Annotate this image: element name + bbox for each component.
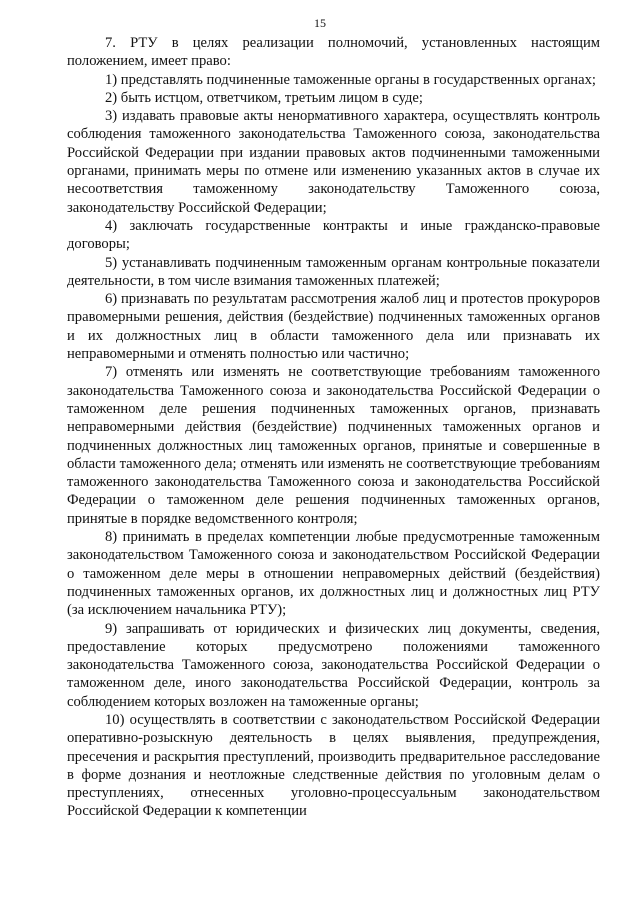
paragraph-item-7: 7) отменять или изменять не соответствующие требованиям таможенного законодательства Таможенного союза и законодательства Российской Федерации о таможенном деле решения подчиненных таможенных органов, признавать неправомерными действия (бездействие) подчиненных таможенных органов и подчиненных должностных лиц таможенных органов, принятые и совершенные в области таможенного дела; отменять или изменять не соответствующие требованиям таможенного законодательства Таможенного союза и законодательства Российской Федерации о таможенном деле решения подчиненных таможенных органов, принятые в порядке ведомственного контроля; [67, 364, 600, 527]
paragraph-item-6: 6) признавать по результатам рассмотрения жалоб лиц и протестов прокуроров правомерными решения, действия (бездействие) подчиненных таможенных органов и их должностных лиц в области таможенного дела или признавать их неправомерными и отменять полностью или частично; [67, 291, 600, 363]
paragraph-item-1: 1) представлять подчиненные таможенные органы в государственных органах; [105, 71, 596, 88]
paragraph-item-2: 2) быть истцом, ответчиком, третьим лицом в суде; [105, 89, 423, 106]
page-number: 15 [314, 16, 326, 30]
paragraph-item-10: 10) осуществлять в соответствии с законодательством Российской Федерации оперативно-розыскную деятельность в целях выявления, предупреждения, пресечения и раскрытия преступлений, производить предварительное расследование в форме дознания и неотложные следственные действия по уголовным делам о преступлениях, отнесенных уголовно-процессуальным законодательством Российской Федерации к компетенции [67, 711, 600, 820]
document-body [67, 34, 600, 821]
paragraph-item-3: 3) издавать правовые акты ненормативного характера, осуществлять контроль соблюдения таможенного законодательства Таможенного союза, законодательства Российской Федерации при издании правовых актов подчиненными таможенными органами, принимать меры по отмене или изменению указанных актов в случае их несоответствия таможенному законодательству Таможенного союза, законодательству Российской Федерации; [67, 108, 600, 216]
paragraph-intro: 7. РТУ в целях реализации полномочий, установленных настоящим положением, имеет право: [67, 35, 600, 70]
paragraph-item-5: 5) устанавливать подчиненным таможенным органам контрольные показатели деятельности, в том числе взимания таможенных платежей; [67, 254, 600, 289]
paragraph-item-9: 9) запрашивать от юридических и физических лиц документы, сведения, предоставление которых предусмотрено положениями таможенного законодательства Таможенного союза, законодательства Российской Федерации о таможенном деле, иного законодательства Российской Федерации, контроль за соблюдением которых возложен на таможенные органы; [67, 620, 600, 710]
paragraph-item-4: 4) заключать государственные контракты и иные гражданско-правовые договоры; [67, 217, 600, 253]
paragraph-item-8: 8) принимать в пределах компетенции любые предусмотренные таможенным законодательством Таможенного союза и законодательством Российской Федерации о таможенном деле меры в отношении неправомерных действий (бездействия) подчиненных таможенных органов, их должностных лиц и должностных лиц РТУ (за исключением начальника РТУ); [67, 529, 600, 619]
